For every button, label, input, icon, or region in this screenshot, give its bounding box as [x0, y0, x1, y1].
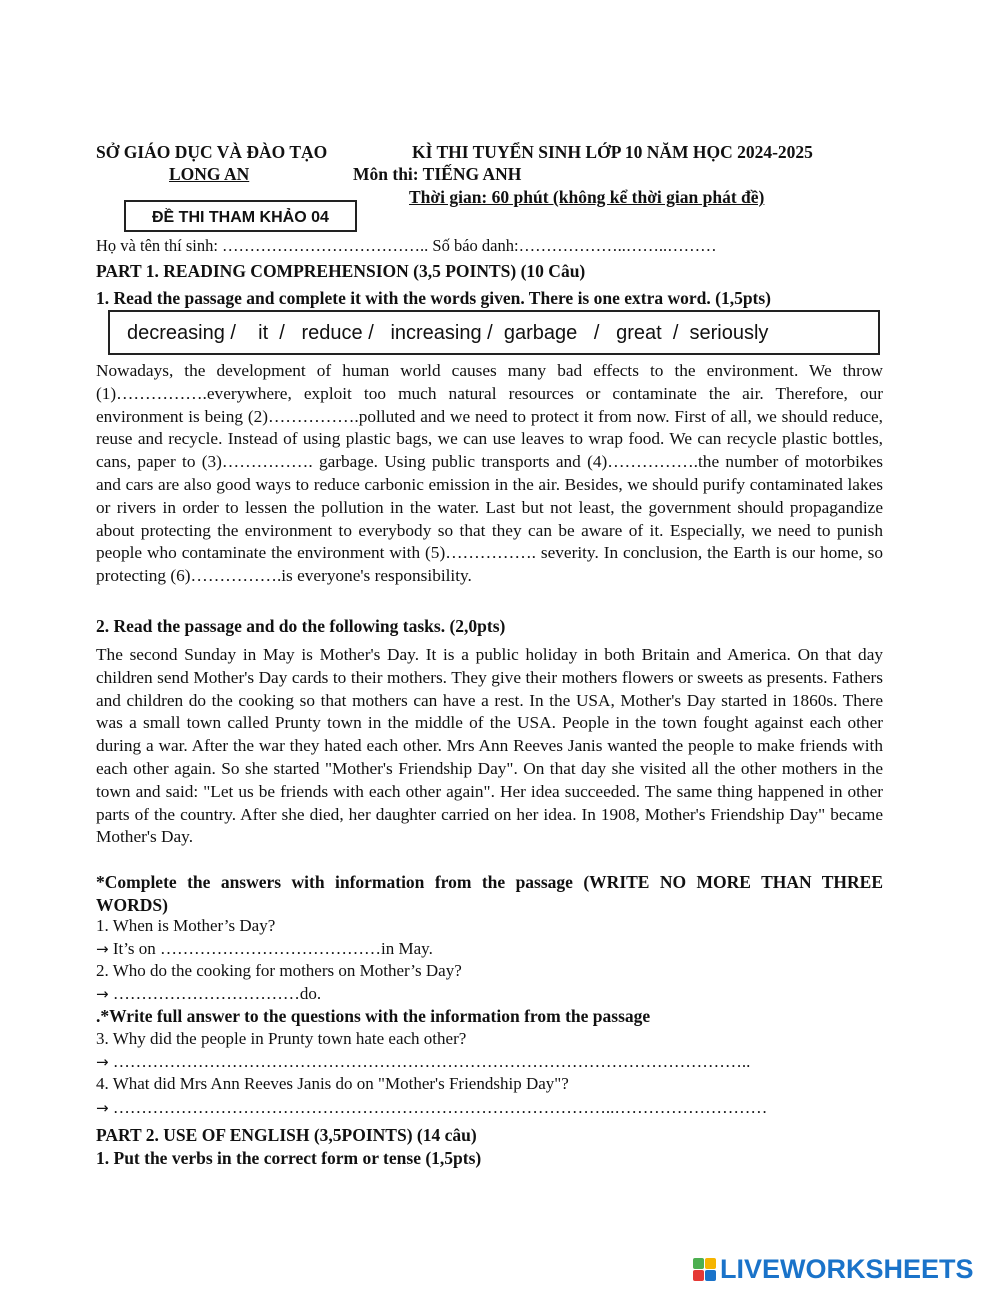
- department-name: SỞ GIÁO DỤC VÀ ĐÀO TẠO: [96, 142, 328, 162]
- task-complete-answers: [96, 871, 883, 917]
- arrow-right-icon: →: [96, 1053, 109, 1071]
- answer-3-line[interactable]: [96, 1051, 750, 1074]
- question-1: 1. When is Mother’s Day?: [96, 916, 276, 935]
- question-3: 3. Why did the people in Prunty town hate each other?: [96, 1029, 467, 1048]
- exam-time: Thời gian: 60 phút (không kể thời gian phát đề): [409, 187, 765, 207]
- answer-4-line[interactable]: [96, 1097, 767, 1120]
- task-complete-answers-text: *Complete the answers with information from the passage (WRITE NO MORE THAN THREE WORDS): [96, 872, 883, 915]
- part1-question2-title: 2. Read the passage and do the following tasks. (2,0pts): [96, 616, 506, 636]
- exam-title: KÌ THI TUYỂN SINH LỚP 10 NĂM HỌC 2024-2025: [412, 142, 813, 162]
- question-2: 2. Who do the cooking for mothers on Mother’s Day?: [96, 961, 462, 980]
- liveworksheets-wordmark: LIVEWORKSHEETS: [720, 1254, 974, 1284]
- province-name: LONG AN: [169, 164, 250, 184]
- arrow-right-icon: →: [96, 1099, 109, 1117]
- student-info-line: Họ và tên thí sinh: ……………………………….. Số báo danh:………………..……..………: [96, 236, 717, 255]
- word-bank-text: decreasing / it / reduce / increasing / garbage / great / seriously: [127, 322, 769, 344]
- answer-1-text[interactable]: It’s on …………………………………in May.: [112, 939, 433, 958]
- passage-mothers-day: [96, 644, 883, 849]
- part1-question1-title: 1. Read the passage and complete it with the words given. There is one extra word. (1,5pts): [96, 288, 772, 308]
- part1-title: PART 1. READING COMPREHENSION (3,5 POINTS) (10 Câu): [96, 261, 586, 281]
- passage-environment: [96, 360, 883, 588]
- arrow-right-icon: →: [96, 940, 109, 958]
- reference-exam-badge: [124, 200, 357, 232]
- answer-3-text[interactable]: …………………………………………………………………………………………………..: [112, 1052, 751, 1071]
- badge-label: ĐỀ THI THAM KHẢO 04: [152, 209, 329, 226]
- part2-title: PART 2. USE OF ENGLISH (3,5POINTS) (14 câu): [96, 1125, 477, 1145]
- passage-mothers-day-text: The second Sunday in May is Mother's Day. It is a public holiday in both Britain and America. On that day children send Mother's Day cards to their mothers. They give their mothers flowers or sweets as presents. Fathers and children do the cooking so that mothers can have a rest. In the USA, Mother's Day started in 1860s. There was a small town called Prunty town in the middle of the USA. People in the town fought against each other during a war. After the war they hated each other. Mrs Ann Reeves Janis wanted the people to make friends with each other again. So she started "Mother's Friendship Day". On that day she visited all the other mothers in the town and said: "Let us be friends with each other again". Her idea succeeded. The same thing happened in other parts of the country. After she died, her daughter carried on her idea. In 1908, Mother's Friendship Day" became Mother's Day.: [96, 645, 883, 847]
- answer-4-text[interactable]: ……………………………………………………………………………..………………………: [112, 1098, 768, 1117]
- answer-2-text[interactable]: ……………………………do.: [112, 984, 322, 1003]
- passage-environment-text: Nowadays, the development of human world causes many bad effects to the environment. We throw (1)…………….everywhere, exploit too much natural resources or contaminate the air. Therefore, our environment is being (2)…………….polluted and we need to protect it from now. First of all, we should reduce, reuse and recycle. Instead of using plastic bags, we can use leaves to wrap food. We can recycle plastic bottles, cans, paper to (3)……………. garbage. Using public transports and (4)…………….the number of motorbikes and cars are also good ways to reduce carbonic emission in the air. Besides, we should purify contaminated lakes or rivers in order to lessen the pollution in the water. Last but not least, the government should propagandize about protecting the environment to everybody so that they can be aware of it. Especially, we need to punish people who contaminate the environment with (5)……………. severity. In conclusion, the Earth is our home, so protecting (6)…………….is everyone's responsibility.: [96, 361, 883, 586]
- liveworksheets-mark-icon: [693, 1258, 717, 1282]
- answer-1-line[interactable]: [96, 938, 433, 961]
- arrow-right-icon: →: [96, 985, 109, 1003]
- exam-subject: Môn thi: TIẾNG ANH: [353, 164, 522, 184]
- task-full-answers: .*Write full answer to the questions with the information from the passage: [96, 1006, 651, 1026]
- question-4: 4. What did Mrs Ann Reeves Janis do on "Mother's Friendship Day"?: [96, 1074, 569, 1093]
- answer-2-line[interactable]: [96, 983, 321, 1006]
- word-bank-box: [108, 310, 880, 355]
- part2-question1-title: 1. Put the verbs in the correct form or tense (1,5pts): [96, 1148, 482, 1168]
